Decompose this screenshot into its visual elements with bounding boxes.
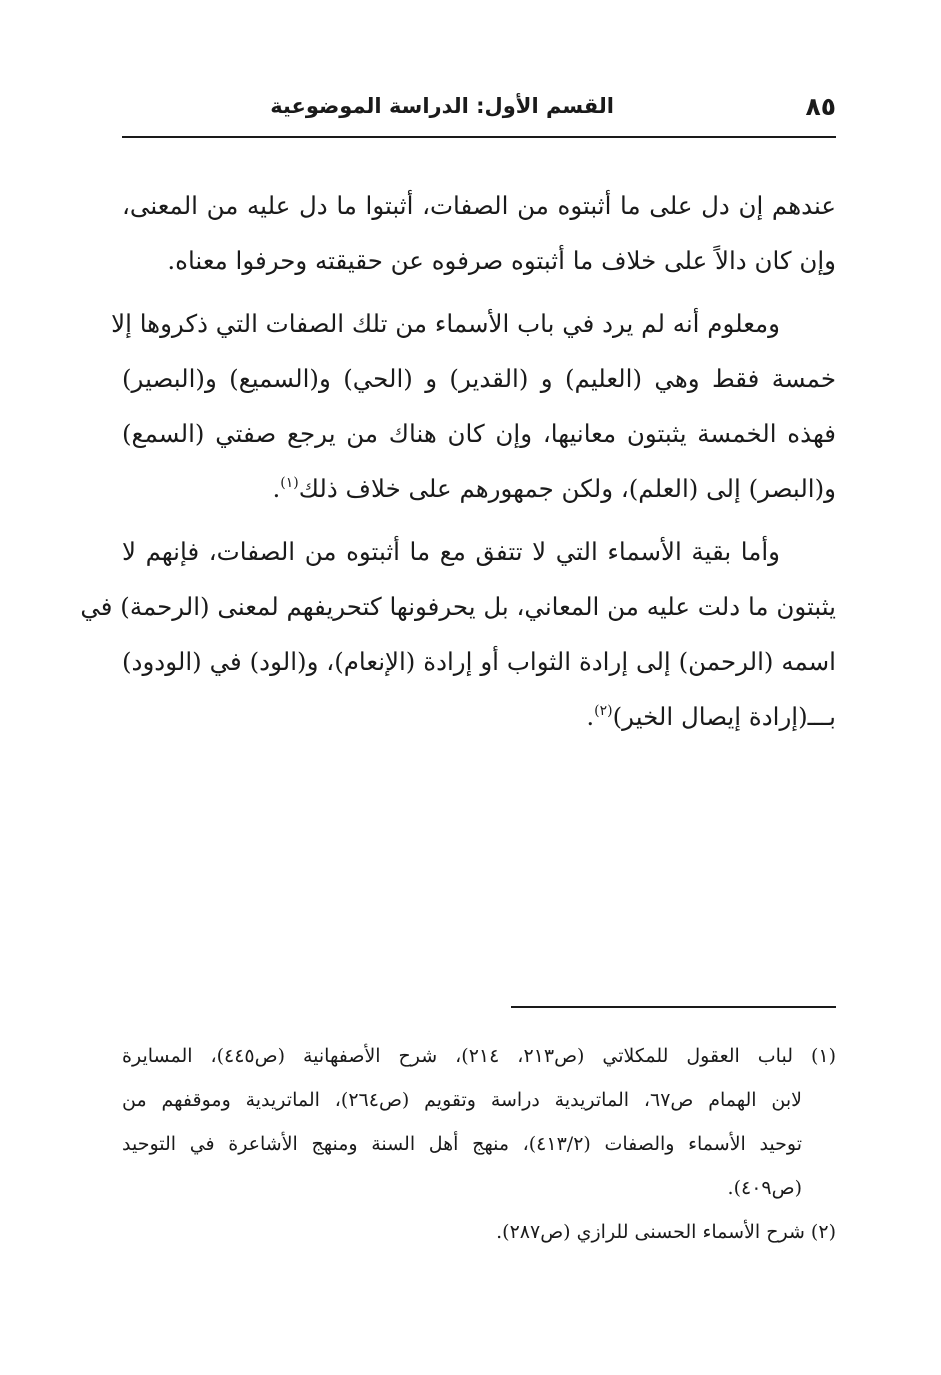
body-line: ومعلوم أنه لم يرد في باب الأسماء من تلك الصفات التي ذكروها إلا [111,309,780,338]
body-line-text: بـــ(إرادة إيصال الخير) [612,702,836,731]
footnote-separator [511,1006,836,1008]
footnote-line: (٢) شرح الأسماء الحسنى للرازي (ص٢٨٧). [496,1221,836,1243]
page-header [122,88,836,132]
body-line: اسمه (الرحمن) إلى إرادة الثواب أو إرادة (الإنعام)، و(الود) في (الودود) [122,647,836,676]
footnotes [122,1034,836,1254]
body-text [80,178,836,744]
footnote-line: توحيد الأسماء والصفات (٤١٣/٢)، منهج أهل السنة ومنهج الأشاعرة في التوحيد [122,1133,802,1155]
footnote-line: لابن الهمام ص٦٧، الماتريدية دراسة وتقويم (ص٢٦٤)، الماتريدية وموقفهم من [122,1089,803,1111]
body-line: عندهم إن دل على ما أثبتوه من الصفات، أثبتوا ما دل عليه من المعنى، [122,191,836,220]
body-line: فهذه الخمسة يثبتون معانيها، وإن كان هناك من يرجع صفتي (السمع) [122,419,836,448]
footnote-reference-2: (٢) [594,703,613,719]
body-line: وإن كان دالاً على خلاف ما أثبتوه صرفوه عن حقيقته وحرفوا معناه. [167,246,836,275]
footnote-line: (١) لباب العقول للمكلاتي (ص٢١٣، ٢١٤)، شرح الأصفهانية (ص٤٤٥)، المسايرة [122,1045,836,1067]
footnote-line: (ص٤٠٩). [727,1177,802,1199]
period: . [272,474,281,503]
period: . [586,702,595,731]
footnote-reference-1: (١) [280,475,299,491]
paragraph-gap [122,516,836,524]
body-line-with-footnote [122,461,836,516]
running-title: القسم الأول: الدراسة الموضوعية [270,94,614,118]
paragraph-gap [122,288,836,296]
header-rule [122,136,836,138]
page-number: ٨٥ [805,92,836,121]
body-line: خمسة فقط وهي (العليم) و (القدير) و (الحي) و(السميع) و(البصير) [122,364,836,393]
body-line-with-footnote [122,689,836,744]
body-line: وأما بقية الأسماء التي لا تتفق مع ما أثبتوه من الصفات، فإنهم لا [122,537,780,566]
body-line: يثبتون ما دلت عليه من المعاني، بل يحرفونها كتحريفهم لمعنى (الرحمة) في [80,592,836,621]
body-line-text: و(البصر) إلى (العلم)، ولكن جمهورهم على خلاف ذلك [298,474,836,503]
